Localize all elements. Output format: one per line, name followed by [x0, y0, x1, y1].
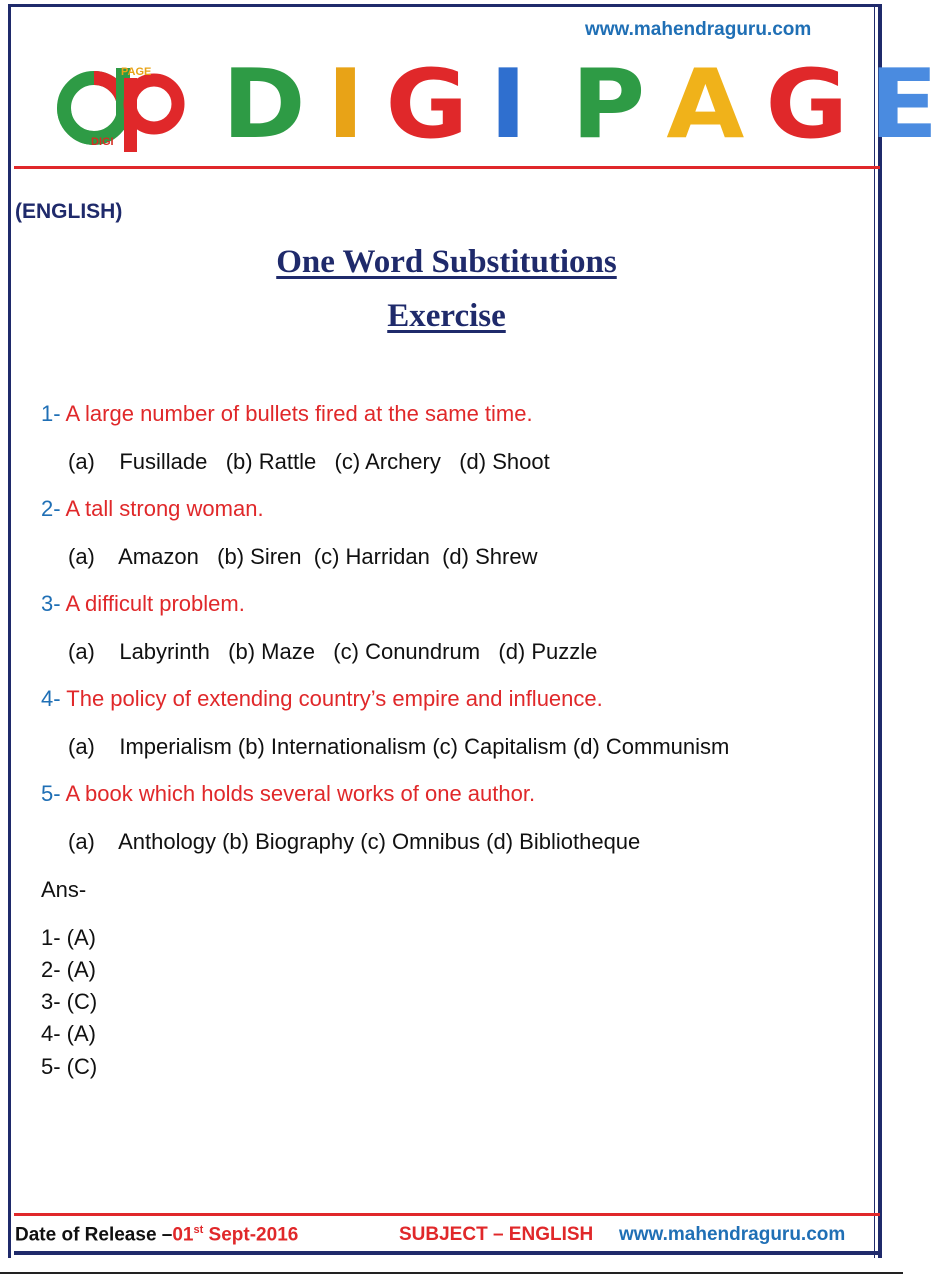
- header-rule: [14, 166, 880, 169]
- answers-label: Ans-: [41, 877, 87, 902]
- question-number: 2-: [41, 496, 61, 521]
- page-bottom-rule: [0, 1272, 903, 1274]
- subject-tag: (ENGLISH): [15, 200, 123, 223]
- header-url[interactable]: www.mahendraguru.com: [585, 19, 812, 40]
- banner-letter: G: [385, 50, 471, 160]
- logo-digi-text: DIGI: [91, 136, 114, 148]
- logo-page-text: PAGE: [121, 66, 152, 78]
- date-label: Date of Release –: [15, 1224, 173, 1246]
- answer-item: 3- (C): [41, 989, 98, 1014]
- question-text: [41, 401, 533, 427]
- banner-letter: E: [869, 50, 940, 160]
- date-suffix: st: [193, 1224, 204, 1236]
- date-rest: Sept-2016: [203, 1224, 299, 1246]
- date-day: 01: [172, 1224, 194, 1246]
- banner-letter: I: [489, 50, 529, 160]
- footer-subject: SUBJECT – ENGLISH: [399, 1224, 594, 1245]
- answer-item: 5- (C): [41, 1054, 98, 1079]
- banner-letter: D: [222, 50, 308, 160]
- page-title: One Word Substitutions: [276, 244, 617, 280]
- page-subtitle: Exercise: [387, 298, 506, 334]
- footer-rule-red: [14, 1213, 880, 1216]
- question-options: (a) Amazon (b) Siren (c) Harridan (d) Shrew: [68, 544, 538, 569]
- banner-letter: I: [326, 50, 367, 160]
- banner-letter: G: [765, 50, 851, 160]
- question-number: 1-: [41, 401, 61, 426]
- question-number: 5-: [41, 781, 61, 806]
- question-number: 3-: [41, 591, 61, 616]
- banner-letter: P: [571, 50, 648, 160]
- page-border: [8, 4, 882, 1258]
- question-text: [41, 591, 245, 617]
- answer-item: 1- (A): [41, 925, 96, 950]
- digi-page-banner: [222, 50, 940, 160]
- question-options: (a) Anthology (b) Biography (c) Omnibus (d) Bibliotheque: [68, 829, 641, 854]
- question-text: [41, 686, 603, 712]
- question-stem: A tall strong woman.: [60, 496, 264, 521]
- question-text: [41, 496, 264, 522]
- question-stem: The policy of extending country’s empire and influence.: [60, 686, 603, 711]
- question-options: (a) Imperialism (b) Internationalism (c) Capitalism (d) Communism: [68, 734, 730, 759]
- question-options: (a) Fusillade (b) Rattle (c) Archery (d) Shoot: [68, 449, 550, 474]
- footer-url[interactable]: www.mahendraguru.com: [619, 1224, 846, 1245]
- answer-item: 2- (A): [41, 957, 96, 982]
- question-text: [41, 781, 535, 807]
- banner-letter: A: [666, 50, 747, 160]
- question-number: 4-: [41, 686, 61, 711]
- footer-release-date: [15, 1224, 298, 1246]
- answer-item: 4- (A): [41, 1021, 96, 1046]
- question-options: (a) Labyrinth (b) Maze (c) Conundrum (d) Puzzle: [68, 639, 598, 664]
- question-stem: A difficult problem.: [60, 591, 245, 616]
- question-stem: A large number of bullets fired at the same time.: [60, 401, 533, 426]
- footer-rule-navy: [14, 1251, 880, 1255]
- question-stem: A book which holds several works of one author.: [60, 781, 536, 806]
